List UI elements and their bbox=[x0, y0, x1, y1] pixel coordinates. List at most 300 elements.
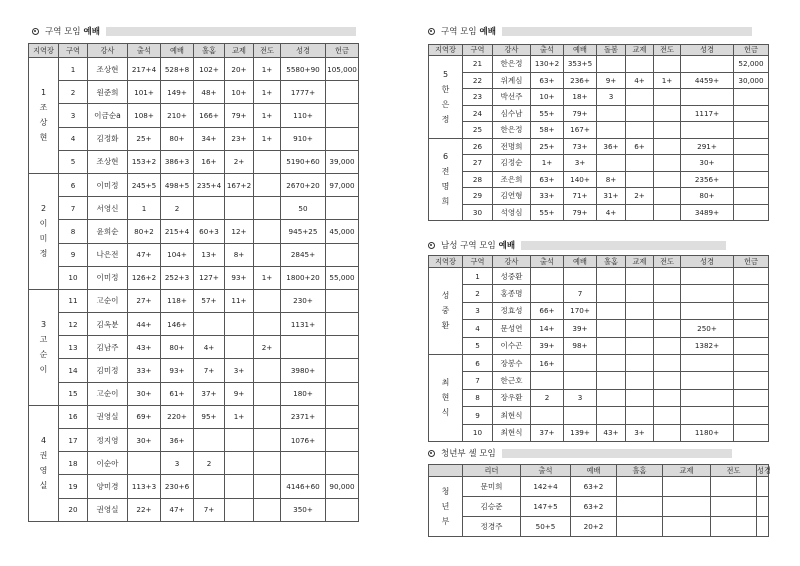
table-row bbox=[29, 429, 359, 452]
cell-evangelism bbox=[654, 105, 681, 122]
cell-offering bbox=[734, 105, 769, 122]
cell-offering bbox=[734, 138, 769, 155]
cell-offering bbox=[734, 89, 769, 106]
cell-col5: 127+ bbox=[194, 266, 225, 289]
cell-bible: 5580+90 bbox=[281, 58, 326, 81]
table-header-row bbox=[429, 465, 769, 477]
table-header-row bbox=[429, 256, 769, 268]
cell-attendance: 63+ bbox=[531, 72, 564, 89]
column-header: 전도 bbox=[254, 44, 281, 58]
cell-evangelism bbox=[654, 407, 681, 424]
cell-col5 bbox=[597, 285, 626, 302]
cell-bible bbox=[757, 497, 769, 517]
table-row bbox=[429, 122, 769, 139]
circle-bullet-icon bbox=[32, 28, 39, 35]
cell-evangelism bbox=[254, 359, 281, 382]
cell-fellowship: 3+ bbox=[626, 424, 654, 441]
region-leader-label bbox=[429, 56, 463, 139]
cell-bible: 2845+ bbox=[281, 243, 326, 266]
column-header: 출석 bbox=[128, 44, 161, 58]
cell-evangelism bbox=[654, 204, 681, 221]
cell-attendance: 55+ bbox=[531, 105, 564, 122]
cell-fellowship: 4+ bbox=[626, 72, 654, 89]
cell-attendance: 58+ bbox=[531, 122, 564, 139]
cell-attendance: 44+ bbox=[128, 313, 161, 336]
table-row bbox=[29, 498, 359, 521]
cell-col5 bbox=[194, 429, 225, 452]
cell-offering bbox=[326, 429, 359, 452]
cell-col5: 9+ bbox=[597, 72, 626, 89]
cell-bible: 2670+20 bbox=[281, 173, 326, 196]
cell-col5 bbox=[597, 337, 626, 354]
cell-leader: 고순이 bbox=[88, 289, 128, 312]
column-header: 교제 bbox=[626, 45, 654, 56]
table-row bbox=[429, 354, 769, 371]
cell-number: 19 bbox=[59, 475, 88, 498]
cell-offering bbox=[734, 337, 769, 354]
group-label-char: 청 bbox=[441, 487, 450, 496]
cell-leader: 석영심 bbox=[493, 204, 531, 221]
cell-bible: 2356+ bbox=[681, 171, 734, 188]
cell-bible bbox=[681, 285, 734, 302]
cell-col5 bbox=[597, 389, 626, 406]
cell-evangelism bbox=[711, 517, 757, 537]
cell-fellowship bbox=[663, 517, 711, 537]
cell-leader: 정효성 bbox=[493, 302, 531, 319]
cell-leader: 성중환 bbox=[493, 268, 531, 285]
cell-col5 bbox=[194, 475, 225, 498]
cell-leader: 권영실 bbox=[88, 405, 128, 428]
cell-leader: 최현식 bbox=[493, 424, 531, 441]
cell-bible: 110+ bbox=[281, 104, 326, 127]
cell-fellowship bbox=[626, 337, 654, 354]
cell-fellowship: 2+ bbox=[626, 188, 654, 205]
cell-offering bbox=[734, 354, 769, 371]
cell-fellowship bbox=[225, 475, 254, 498]
cell-fellowship: 1+ bbox=[225, 405, 254, 428]
cell-offering bbox=[326, 313, 359, 336]
cell-worship: 63+2 bbox=[571, 477, 617, 497]
cell-worship: 3+ bbox=[564, 155, 597, 172]
cell-worship: 39+ bbox=[564, 320, 597, 337]
column-header: 헌금 bbox=[734, 45, 769, 56]
table-row bbox=[429, 171, 769, 188]
cell-bible: 5190+60 bbox=[281, 150, 326, 173]
column-header: 구역 bbox=[463, 256, 493, 268]
cell-evangelism bbox=[254, 243, 281, 266]
cell-attendance: 14+ bbox=[531, 320, 564, 337]
column-header: 예배 bbox=[564, 45, 597, 56]
cell-attendance: 10+ bbox=[531, 89, 564, 106]
cell-worship: 210+ bbox=[161, 104, 194, 127]
cell-number: 11 bbox=[59, 289, 88, 312]
cell-evangelism: 1+ bbox=[254, 81, 281, 104]
table-row bbox=[429, 72, 769, 89]
cell-attendance bbox=[531, 268, 564, 285]
cell-fellowship: 10+ bbox=[225, 81, 254, 104]
cell-offering bbox=[734, 188, 769, 205]
cell-worship: 386+3 bbox=[161, 150, 194, 173]
cell-col5 bbox=[194, 197, 225, 220]
cell-evangelism bbox=[254, 382, 281, 405]
cell-leader: 이미정 bbox=[88, 266, 128, 289]
cell-attendance: 69+ bbox=[128, 405, 161, 428]
region-label-char: 순 bbox=[39, 350, 48, 360]
table-row bbox=[429, 204, 769, 221]
cell-col5 bbox=[597, 372, 626, 389]
column-header: 예배 bbox=[564, 256, 597, 268]
cell-leader: 이금순a bbox=[88, 104, 128, 127]
cell-fellowship bbox=[626, 302, 654, 319]
cell-leader: 위계심 bbox=[493, 72, 531, 89]
cell-col5: 60+3 bbox=[194, 220, 225, 243]
youth-cell-table bbox=[428, 464, 769, 537]
cell-worship: 61+ bbox=[161, 382, 194, 405]
cell-evangelism: 1+ bbox=[254, 58, 281, 81]
cell-attendance bbox=[531, 407, 564, 424]
region-label-char: 4 bbox=[40, 436, 47, 446]
cell-leader: 원준희 bbox=[88, 81, 128, 104]
table-row bbox=[29, 475, 359, 498]
cell-col5: 235+4 bbox=[194, 173, 225, 196]
cell-worship bbox=[564, 354, 597, 371]
right-mid-attendance-table bbox=[428, 255, 769, 442]
cell-col5: 166+ bbox=[194, 104, 225, 127]
region-label-char: 6 bbox=[442, 152, 449, 162]
cell-offering bbox=[734, 204, 769, 221]
cell-leader: 이수곤 bbox=[493, 337, 531, 354]
table-row bbox=[29, 289, 359, 312]
cell-evangelism: 1+ bbox=[254, 104, 281, 127]
cell-worship: 79+ bbox=[564, 105, 597, 122]
cell-col5: 16+ bbox=[194, 150, 225, 173]
cell-fellowship bbox=[225, 313, 254, 336]
table-row bbox=[29, 336, 359, 359]
table-row bbox=[29, 127, 359, 150]
column-header: 성경 bbox=[281, 44, 326, 58]
cell-offering bbox=[326, 104, 359, 127]
cell-number: 27 bbox=[463, 155, 493, 172]
cell-number: 14 bbox=[59, 359, 88, 382]
cell-leader: 이미정 bbox=[88, 173, 128, 196]
region-label-char: 이 bbox=[39, 219, 48, 229]
region-label-char: 정 bbox=[39, 249, 48, 259]
column-header: 헌금 bbox=[326, 44, 359, 58]
table-row bbox=[29, 405, 359, 428]
cell-number: 9 bbox=[59, 243, 88, 266]
cell-worship: 98+ bbox=[564, 337, 597, 354]
title-underbar bbox=[521, 241, 726, 250]
region-label-char: 이 bbox=[39, 365, 48, 375]
cell-number: 7 bbox=[59, 197, 88, 220]
cell-attendance: 43+ bbox=[128, 336, 161, 359]
cell-number: 26 bbox=[463, 138, 493, 155]
region-label-char: 정 bbox=[441, 114, 450, 124]
cell-evangelism bbox=[654, 122, 681, 139]
table-row bbox=[429, 372, 769, 389]
table-row bbox=[29, 243, 359, 266]
cell-bible bbox=[681, 268, 734, 285]
cell-worship: 498+5 bbox=[161, 173, 194, 196]
cell-worship: 2 bbox=[161, 197, 194, 220]
cell-number: 13 bbox=[59, 336, 88, 359]
table-row bbox=[429, 497, 769, 517]
cell-bible: 80+ bbox=[681, 188, 734, 205]
cell-number: 24 bbox=[463, 105, 493, 122]
left-attendance-table bbox=[28, 43, 359, 522]
region-label-char: 권 bbox=[39, 451, 48, 461]
cell-bible: 350+ bbox=[281, 498, 326, 521]
cell-bible: 1131+ bbox=[281, 313, 326, 336]
cell-home bbox=[617, 517, 663, 537]
region-label-char: 성 bbox=[441, 291, 450, 301]
cell-number: 7 bbox=[463, 372, 493, 389]
cell-leader: 윤희순 bbox=[88, 220, 128, 243]
cell-attendance: 25+ bbox=[531, 138, 564, 155]
cell-bible: 1117+ bbox=[681, 105, 734, 122]
cell-leader: 서영신 bbox=[88, 197, 128, 220]
cell-leader: 김승준 bbox=[463, 497, 521, 517]
region-label-char: 희 bbox=[441, 197, 450, 207]
table-row bbox=[29, 359, 359, 382]
cell-bible: 1800+20 bbox=[281, 266, 326, 289]
table-row bbox=[429, 188, 769, 205]
cell-attendance bbox=[531, 285, 564, 302]
cell-leader: 고순이 bbox=[88, 382, 128, 405]
cell-leader: 한은정 bbox=[493, 122, 531, 139]
cell-bible bbox=[681, 407, 734, 424]
table-row bbox=[429, 155, 769, 172]
cell-col5 bbox=[597, 105, 626, 122]
cell-offering: 45,000 bbox=[326, 220, 359, 243]
cell-offering bbox=[734, 407, 769, 424]
region-leader-label bbox=[29, 58, 59, 174]
column-header: 구역 bbox=[59, 44, 88, 58]
cell-attendance: 30+ bbox=[128, 429, 161, 452]
cell-offering bbox=[326, 498, 359, 521]
cell-fellowship: 3+ bbox=[225, 359, 254, 382]
cell-leader: 김정순 bbox=[493, 155, 531, 172]
column-header: 지역장 bbox=[29, 44, 59, 58]
column-header: 출석 bbox=[531, 256, 564, 268]
cell-number: 12 bbox=[59, 313, 88, 336]
cell-leader: 양미경 bbox=[88, 475, 128, 498]
cell-offering: 105,000 bbox=[326, 58, 359, 81]
table-row bbox=[429, 424, 769, 441]
cell-leader: 전명희 bbox=[493, 138, 531, 155]
cell-fellowship bbox=[626, 407, 654, 424]
cell-worship: 3 bbox=[564, 389, 597, 406]
cell-leader: 심수남 bbox=[493, 105, 531, 122]
cell-worship: 80+ bbox=[161, 127, 194, 150]
cell-worship bbox=[564, 372, 597, 389]
column-header: 교제 bbox=[663, 465, 711, 477]
cell-leader: 정지영 bbox=[88, 429, 128, 452]
cell-evangelism bbox=[654, 389, 681, 406]
right-top-attendance-table bbox=[428, 44, 769, 221]
cell-leader: 이순아 bbox=[88, 452, 128, 475]
cell-number: 10 bbox=[463, 424, 493, 441]
cell-worship: 353+5 bbox=[564, 56, 597, 73]
cell-evangelism bbox=[711, 497, 757, 517]
cell-bible bbox=[281, 336, 326, 359]
table-row bbox=[29, 313, 359, 336]
cell-attendance bbox=[128, 452, 161, 475]
cell-fellowship bbox=[225, 452, 254, 475]
cell-offering bbox=[326, 197, 359, 220]
cell-attendance: 113+3 bbox=[128, 475, 161, 498]
cell-evangelism bbox=[654, 285, 681, 302]
cell-fellowship: 6+ bbox=[626, 138, 654, 155]
title-underbar bbox=[106, 27, 356, 36]
cell-bible: 50 bbox=[281, 197, 326, 220]
cell-attendance: 33+ bbox=[531, 188, 564, 205]
cell-evangelism bbox=[254, 498, 281, 521]
table-row bbox=[429, 407, 769, 424]
cell-col5: 36+ bbox=[597, 138, 626, 155]
cell-offering bbox=[326, 452, 359, 475]
cell-evangelism bbox=[711, 477, 757, 497]
cell-col5: 4+ bbox=[194, 336, 225, 359]
cell-number: 8 bbox=[59, 220, 88, 243]
cell-worship: 71+ bbox=[564, 188, 597, 205]
region-leader-label bbox=[29, 405, 59, 521]
table-row bbox=[429, 320, 769, 337]
cell-leader: 문미희 bbox=[463, 477, 521, 497]
cell-number: 4 bbox=[463, 320, 493, 337]
cell-worship: 252+3 bbox=[161, 266, 194, 289]
cell-fellowship: 93+ bbox=[225, 266, 254, 289]
cell-bible bbox=[681, 389, 734, 406]
cell-leader: 장우환 bbox=[493, 389, 531, 406]
cell-bible bbox=[681, 89, 734, 106]
cell-offering bbox=[734, 320, 769, 337]
cell-leader: 최현식 bbox=[493, 407, 531, 424]
cell-fellowship: 79+ bbox=[225, 104, 254, 127]
cell-col5: 37+ bbox=[194, 382, 225, 405]
cell-worship: 79+ bbox=[564, 204, 597, 221]
cell-evangelism bbox=[654, 372, 681, 389]
cell-evangelism bbox=[254, 173, 281, 196]
cell-worship: 146+ bbox=[161, 313, 194, 336]
cell-worship: 73+ bbox=[564, 138, 597, 155]
cell-evangelism bbox=[654, 337, 681, 354]
cell-offering bbox=[734, 155, 769, 172]
table-row bbox=[29, 58, 359, 81]
table-row bbox=[429, 477, 769, 497]
region-leader-label bbox=[429, 268, 463, 355]
region-label-char: 상 bbox=[39, 118, 48, 128]
cell-fellowship: 20+ bbox=[225, 58, 254, 81]
cell-fellowship bbox=[663, 497, 711, 517]
cell-bible bbox=[681, 372, 734, 389]
cell-col5 bbox=[194, 313, 225, 336]
cell-col5: 43+ bbox=[597, 424, 626, 441]
cell-bible: 230+ bbox=[281, 289, 326, 312]
cell-leader: 나은전 bbox=[88, 243, 128, 266]
cell-fellowship bbox=[626, 285, 654, 302]
circle-bullet-icon bbox=[428, 242, 435, 249]
cell-number: 4 bbox=[59, 127, 88, 150]
title-underbar bbox=[502, 27, 752, 36]
region-label-char: 전 bbox=[441, 167, 450, 177]
cell-home bbox=[617, 497, 663, 517]
cell-offering bbox=[734, 302, 769, 319]
region-label-char: 환 bbox=[441, 321, 450, 331]
table-row bbox=[29, 104, 359, 127]
column-header: 홀홈 bbox=[597, 256, 626, 268]
cell-fellowship bbox=[225, 197, 254, 220]
table-row bbox=[29, 452, 359, 475]
cell-fellowship: 23+ bbox=[225, 127, 254, 150]
cell-evangelism bbox=[654, 89, 681, 106]
cell-attendance: 66+ bbox=[531, 302, 564, 319]
cell-col5 bbox=[597, 354, 626, 371]
table-row bbox=[429, 517, 769, 537]
cell-offering bbox=[734, 424, 769, 441]
cell-bible: 291+ bbox=[681, 138, 734, 155]
cell-worship: 118+ bbox=[161, 289, 194, 312]
cell-leader: 장봉수 bbox=[493, 354, 531, 371]
cell-offering bbox=[326, 243, 359, 266]
region-label-char: 2 bbox=[40, 204, 47, 214]
column-header: 리더 bbox=[463, 465, 521, 477]
cell-number: 2 bbox=[59, 81, 88, 104]
cell-offering: 52,000 bbox=[734, 56, 769, 73]
cell-worship: 220+ bbox=[161, 405, 194, 428]
cell-number: 16 bbox=[59, 405, 88, 428]
cell-attendance: 22+ bbox=[128, 498, 161, 521]
cell-offering bbox=[326, 405, 359, 428]
cell-number: 1 bbox=[59, 58, 88, 81]
right-mid-section-title: 남성 구역 모임 예배 bbox=[428, 238, 726, 252]
cell-worship: 170+ bbox=[564, 302, 597, 319]
table-header-row bbox=[29, 44, 359, 58]
cell-attendance: 126+2 bbox=[128, 266, 161, 289]
cell-attendance: 27+ bbox=[128, 289, 161, 312]
column-header: 교제 bbox=[225, 44, 254, 58]
table-row bbox=[29, 81, 359, 104]
cell-leader: 홍종명 bbox=[493, 285, 531, 302]
cell-fellowship bbox=[225, 429, 254, 452]
cell-number: 3 bbox=[463, 302, 493, 319]
region-leader-label bbox=[29, 173, 59, 289]
cell-bible bbox=[681, 354, 734, 371]
column-header: 전도 bbox=[711, 465, 757, 477]
region-label-char: 고 bbox=[39, 335, 48, 345]
cell-offering: 90,000 bbox=[326, 475, 359, 498]
table-row bbox=[429, 138, 769, 155]
table-row bbox=[429, 89, 769, 106]
cell-worship: 36+ bbox=[161, 429, 194, 452]
cell-number: 1 bbox=[463, 268, 493, 285]
cell-leader: 김연형 bbox=[493, 188, 531, 205]
cell-fellowship bbox=[626, 155, 654, 172]
table-row bbox=[429, 105, 769, 122]
group-label-char: 부 bbox=[441, 517, 450, 526]
cell-bible bbox=[681, 122, 734, 139]
cell-worship: 528+8 bbox=[161, 58, 194, 81]
region-label-char: 한 bbox=[441, 84, 450, 94]
cell-col5: 57+ bbox=[194, 289, 225, 312]
cell-fellowship: 167+2 bbox=[225, 173, 254, 196]
cell-attendance: 30+ bbox=[128, 382, 161, 405]
cell-leader: 한은정 bbox=[493, 56, 531, 73]
cell-attendance: 33+ bbox=[128, 359, 161, 382]
cell-number: 17 bbox=[59, 429, 88, 452]
cell-col5: 102+ bbox=[194, 58, 225, 81]
cell-col5 bbox=[597, 407, 626, 424]
